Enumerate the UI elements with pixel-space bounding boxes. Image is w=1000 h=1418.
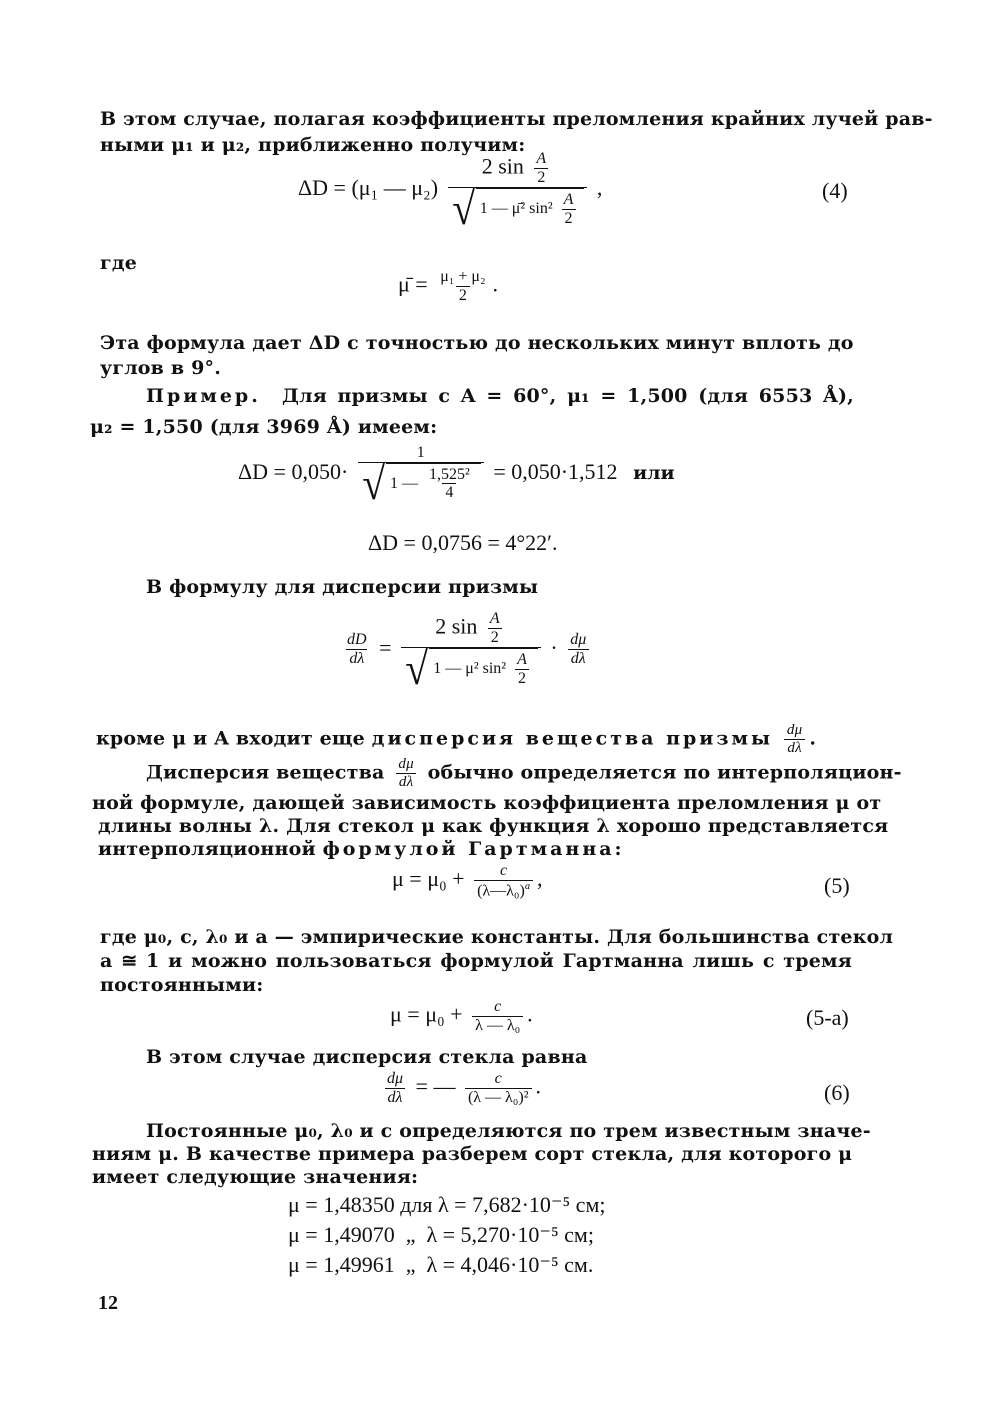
text-line: В этом случае дисперсия стекла равна xyxy=(146,1046,588,1068)
equation-5: μ = μ₀ + $\frac{c}{(\lambda—\lambda_0)^a}$ , xyxy=(392,862,543,899)
equation-number: (6) xyxy=(824,1080,850,1105)
text-line: где μ₀, c, λ₀ и a — эмпирические константы. Для большинства стекол xyxy=(100,926,894,948)
value-line: μ = 1,48350 для λ = 7,682·10⁻⁵ см; xyxy=(288,1192,606,1217)
equation-number: (5) xyxy=(824,873,850,898)
text-line: В формулу для дисперсии призмы xyxy=(146,576,539,598)
text-line: Постоянные μ₀, λ₀ и c определяются по трем известным значе- xyxy=(146,1120,871,1142)
equation-mu-bar: μ̄ = $\frac{\text{μ₁ + μ₂}}{2}$ . xyxy=(398,268,499,304)
text-line: ными μ₁ и μ₂, приближенно получим: xyxy=(100,134,526,156)
text-line: μ₂ = 1,550 (для 3969 Å) имеем: xyxy=(90,416,438,438)
equation-5a: μ = μ₀ + $\frac{c}{\text{λ — λ₀}}$ . xyxy=(390,998,533,1034)
text-line: длины волны λ. Для стекол μ как функция λ хорошо представляется xyxy=(98,815,889,837)
text-line: В этом случае, полагая коэффициенты преломления крайних лучей рав- xyxy=(100,108,933,130)
equation-6: $\frac{d\mu}{d\lambda}$ = — $\frac{c}{\text{(λ — λ₀)²}}$ . xyxy=(380,1070,541,1107)
text-line: имеет следующие значения: xyxy=(92,1166,419,1188)
sqrt-sign: √ 1 — μ̄² sin² $\frac{A}{2}$ xyxy=(451,188,585,228)
text-line: Для призмы с A = 60°, μ₁ = 1,500 (для 6553 Å), xyxy=(282,385,854,407)
text-line: интерполяционной формулой Гартманна: xyxy=(98,838,625,860)
value-line: μ = 1,49961 „ λ = 4,046·10⁻⁵ см. xyxy=(288,1252,594,1277)
page-number: 12 xyxy=(98,1292,118,1314)
equation-number: (4) xyxy=(822,178,848,203)
text-line: кроме μ и A входит еще дисперсия вещества призмы $\frac{d\mu}{d\lambda}$ . xyxy=(96,722,817,756)
text-line: где xyxy=(100,252,137,274)
text-line: ниям μ. В качестве примера разберем сорт стекла, для которого μ xyxy=(92,1143,853,1165)
equation-number: (5-a) xyxy=(806,1005,849,1030)
example-equation-1: ΔD = 0,050· 1 √ 1 — $\frac{\text{1,525²}}{4}$ = 0,050·1,512 или xyxy=(238,444,675,509)
text-line: Эта формула дает ΔD с точностью до нескольких минут вплоть до xyxy=(100,332,854,354)
text-line: a ≅ 1 и можно пользоваться формулой Гартманна лишь с тремя xyxy=(100,950,852,972)
eq4-fraction: 2 sin $\frac{A}{2}$ √ 1 — μ̄² sin² $\frac{A}{2}$ xyxy=(448,150,588,229)
text-line: ной формуле, дающей зависимость коэффициента преломления μ от xyxy=(92,792,882,814)
value-line: μ = 1,49070 „ λ = 5,270·10⁻⁵ см; xyxy=(288,1222,594,1247)
text-line: углов в 9°. xyxy=(100,357,222,379)
example-label: Пример. xyxy=(146,385,261,407)
example-equation-2: ΔD = 0,0756 = 4°22′. xyxy=(368,530,558,555)
equation-4: ΔD = (μ₁ — μ₂) 2 sin $\frac{A}{2}$ √ 1 — μ̄² sin² $\frac{A}{2}$ , xyxy=(298,150,603,235)
equation-dispersion: $\frac{dD}{d\lambda}$ = 2 sin $\frac{A}{2}$ √ 1 — μ² sin² $\frac{A}{2}$ · $\frac{d\mu}{d\lambda}$ xyxy=(340,610,593,689)
text-line: постоянными: xyxy=(100,974,264,996)
text-line: Дисперсия вещества $\frac{d\mu}{d\lambda}$ обычно определяется по интерполяцион- xyxy=(146,756,902,790)
eq4-lhs: ΔD = (μ₁ — μ₂) xyxy=(298,174,439,200)
